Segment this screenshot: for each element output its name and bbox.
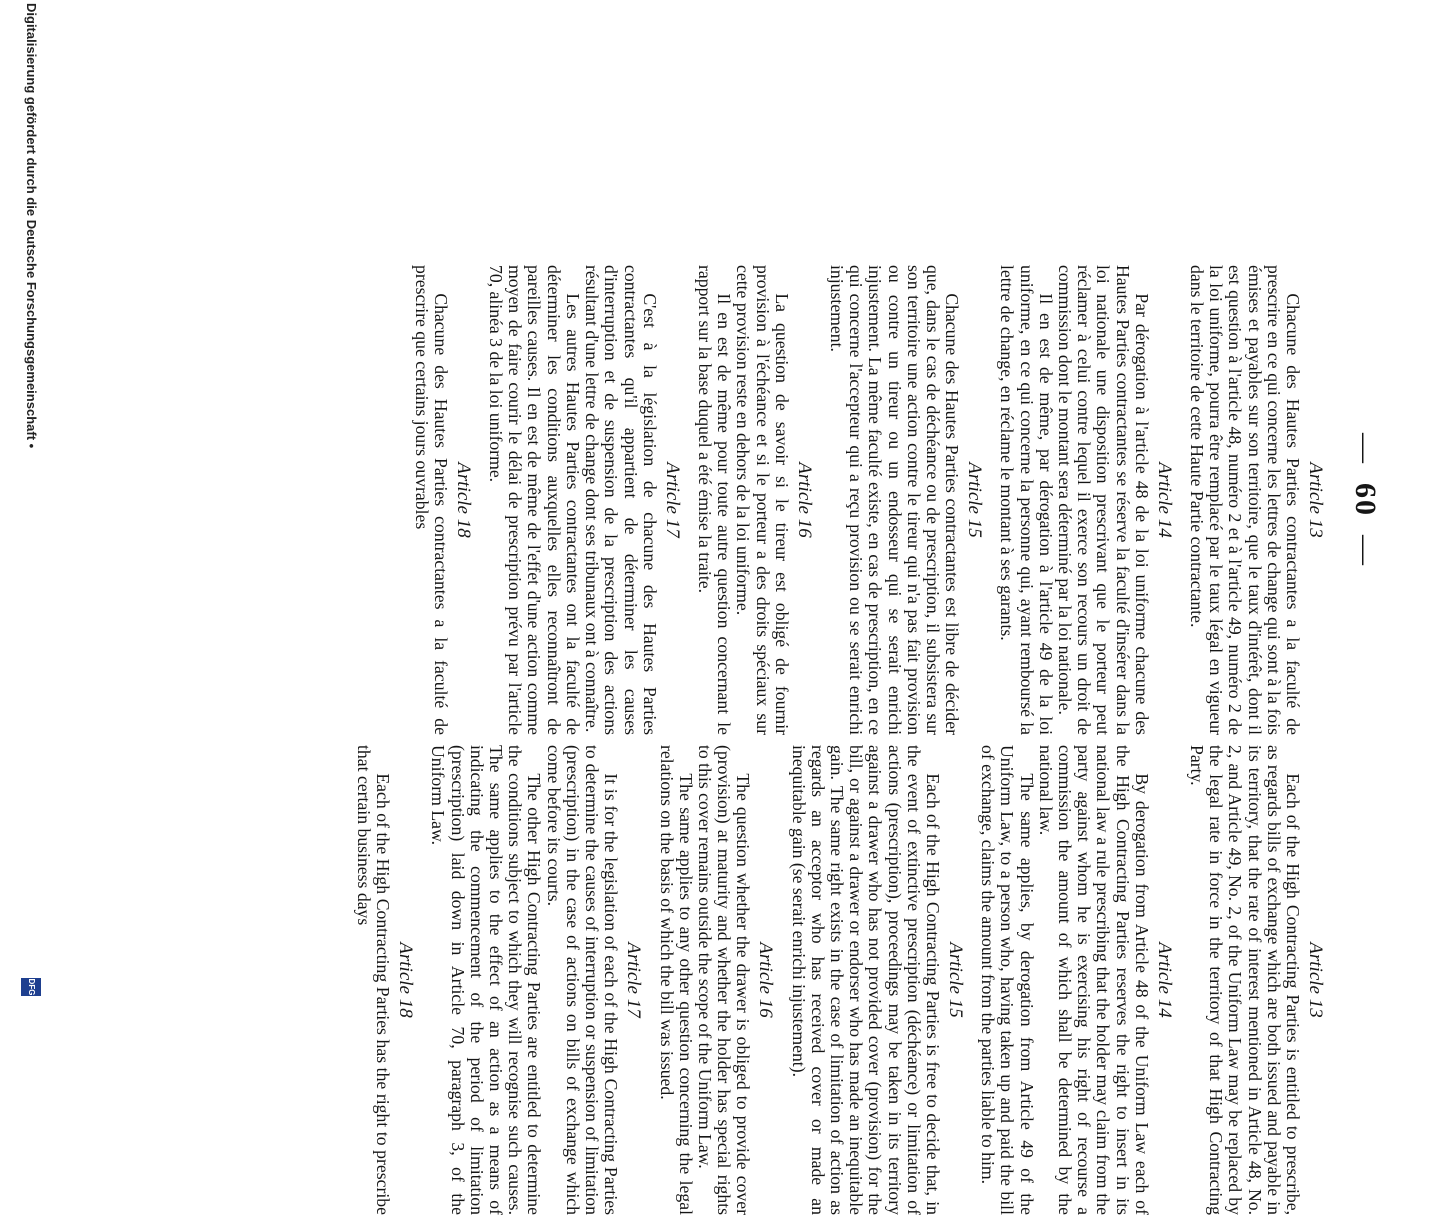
article-paragraph: C'est à la législation de chacune des Hautes Parties contractantes qu'il appartient de déterminer les causes d'interruption et de suspension de la prescription des actions résultant d'une lettre de change dont ses tribunaux ont à connaître. (582, 265, 660, 735)
article-heading: Article 13 (1305, 942, 1326, 1018)
article-18-en (354, 745, 416, 1215)
article-heading: Article 16 (793, 462, 815, 538)
article-heading: Article 13 (1305, 462, 1326, 538)
article-13-fr (1187, 265, 1326, 735)
article-paragraph: Each of the High Contracting Parties is entitled to prescribe, as regards bills of exchange which are both issued and payable in its territory, that the rate of interest mentioned in Article 48, No. 2, and Article 49, No. 2, of the Uniform Law may be replaced by the legal rate in force in the territory of that High Contracting Party. (1186, 745, 1303, 1215)
article-13-en (1187, 745, 1326, 1215)
page-number-dash-right: — (1349, 535, 1382, 567)
article-paragraph: Chacune des Hautes Parties contractantes a la faculté de prescrire en ce qui concerne les lettres de change qui sont à la fois émises et payables sur son territoire, que le taux d'intérêt, dont il est question à l'article 48, numéro 2 et à l'article 49, numéro 2 de la loi uniforme, pourra être remplacé par le taux légal en vigueur dans le territoire de cette Haute Partie contractante. (1186, 265, 1303, 735)
article-paragraph: Chacune des Hautes Parties contractantes a la faculté de prescrire que certains jours ouvrables (411, 265, 451, 735)
article-heading: Article 17 (623, 942, 645, 1018)
dfg-logo-icon: DFG (21, 978, 41, 996)
page-number-value: 60 (1349, 483, 1382, 517)
article-paragraph: The same applies to any other question concerning the legal relations on the basis of which the bill was issued. (656, 745, 696, 1215)
article-16-fr (695, 265, 815, 735)
article-paragraph: By derogation from Article 48 of the Uniform Law each of the High Contracting Parties reserves the right to insert in its national law a rule prescribing that the holder may claim from the party against whom he is exercising his right of recourse a commission the amount of which shall be determined by the national law. (1035, 745, 1152, 1215)
article-paragraph: It is for the legislation of each of the High Contracting Parties to determine the causes of interruption or suspension of limitation (prescription) in the case of actions on bills of exchange which come before its courts. (543, 745, 622, 1215)
article-paragraph: The question whether the drawer is obliged to provide cover (provision) at maturity and whether the holder has special rights to this cover remains outside the scope of the Uniform Law. (694, 745, 754, 1215)
article-17-fr (486, 265, 683, 735)
article-17-en (428, 745, 644, 1215)
article-15-en (788, 745, 966, 1215)
english-column (342, 745, 1326, 1215)
article-heading: Article 16 (755, 942, 777, 1018)
page-number (1348, 0, 1382, 1000)
article-heading: Article 18 (452, 462, 474, 538)
article-15-fr (827, 265, 985, 735)
article-16-en (656, 745, 776, 1215)
digitization-footer (18, 0, 42, 1000)
page-number-dash-left: — (1349, 433, 1382, 465)
french-column (399, 265, 1326, 735)
article-paragraph: The same applies, by derogation from Article 49 of the Uniform Law, to a person who, having taken up and paid the bill of exchange, claims the amount from the parties liable to him. (978, 745, 1037, 1215)
article-heading: Article 17 (661, 462, 683, 538)
article-heading: Article 14 (1153, 942, 1175, 1018)
footer-credit-text: Digitalisierung gefördert durch die Deutsche Forschungsgemeinschaft • (24, 3, 39, 449)
article-paragraph: Each of the High Contracting Parties is free to decide that, in the event of extinctive prescription (déchéance) or limitation of actions (prescription), proceedings may be taken in its territory against a drawer who has not provided cover (provision) for the bill, or against a drawer or endorser who has made an inequitable gain. The same right exists in the case of limitation of action as regards an acceptor who has received cover or made an inequitable gain (se serait enrichi injustement). (788, 745, 943, 1215)
article-18-fr (411, 265, 473, 735)
article-heading: Article 14 (1153, 462, 1175, 538)
article-heading: Article 15 (964, 462, 986, 538)
article-heading: Article 18 (395, 942, 417, 1018)
article-paragraph: The other High Contracting Parties are entitled to determine the conditions subject to which they will recognise such causes. The same applies to the effect of an action as a means of indicating the commencement of the period of limitation (prescription) laid down in Article 70, paragraph 3, of the Uniform Law. (428, 745, 545, 1215)
article-paragraph: La question de savoir si le tireur est obligé de fournir provision à l'échéance et si le porteur a des droits spéciaux sur cette provision reste en dehors de la loi uniforme. (733, 265, 792, 735)
article-paragraph: Each of the High Contracting Parties has the right to prescribe that certain business days (354, 745, 394, 1215)
article-paragraph: Il en est de même pour toute autre question concernant le rapport sur la base duquel a été émise la traite. (694, 265, 735, 735)
article-14-en (978, 745, 1175, 1215)
article-paragraph: Par dérogation à l'article 48 de la loi uniforme chacune des Hautes Parties contractantes se réserve la faculté d'insérer dans la loi nationale une disposition prescrivant que le porteur peut réclamer à celui contre lequel il exerce son recours un droit de commission dont le montant sera déterminé par la loi nationale. (1054, 265, 1152, 735)
article-14-fr (997, 265, 1175, 735)
article-heading: Article 15 (944, 942, 966, 1018)
article-paragraph: Chacune des Hautes Parties contractantes est libre de décider que, dans le cas de déchéance ou de prescription, il subsistera sur son territoire une action contre le tireur qui n'a pas fait provision ou contre un tireur ou un endosseur qui se serait enrichi injustement. La même faculté existe, en cas de prescription, en ce qui concerne l'accepteur qui a reçu provision ou se serait enrichi injustement. (826, 265, 963, 735)
article-paragraph: Les autres Hautes Parties contractantes ont la faculté de déterminer les conditions auxquelles elles reconnaîtront de pareilles causes. Il en est de même de l'effet d'une action comme moyen de faire courir le délai de prescription prévu par l'article 70, alinéa 3 de la loi uniforme. (486, 265, 583, 735)
article-paragraph: Il en est de même, par dérogation à l'article 49 de la loi uniforme, en ce qui concerne la personne qui, ayant remboursé la lettre de change, en réclame le montant à ses garants. (997, 265, 1056, 735)
